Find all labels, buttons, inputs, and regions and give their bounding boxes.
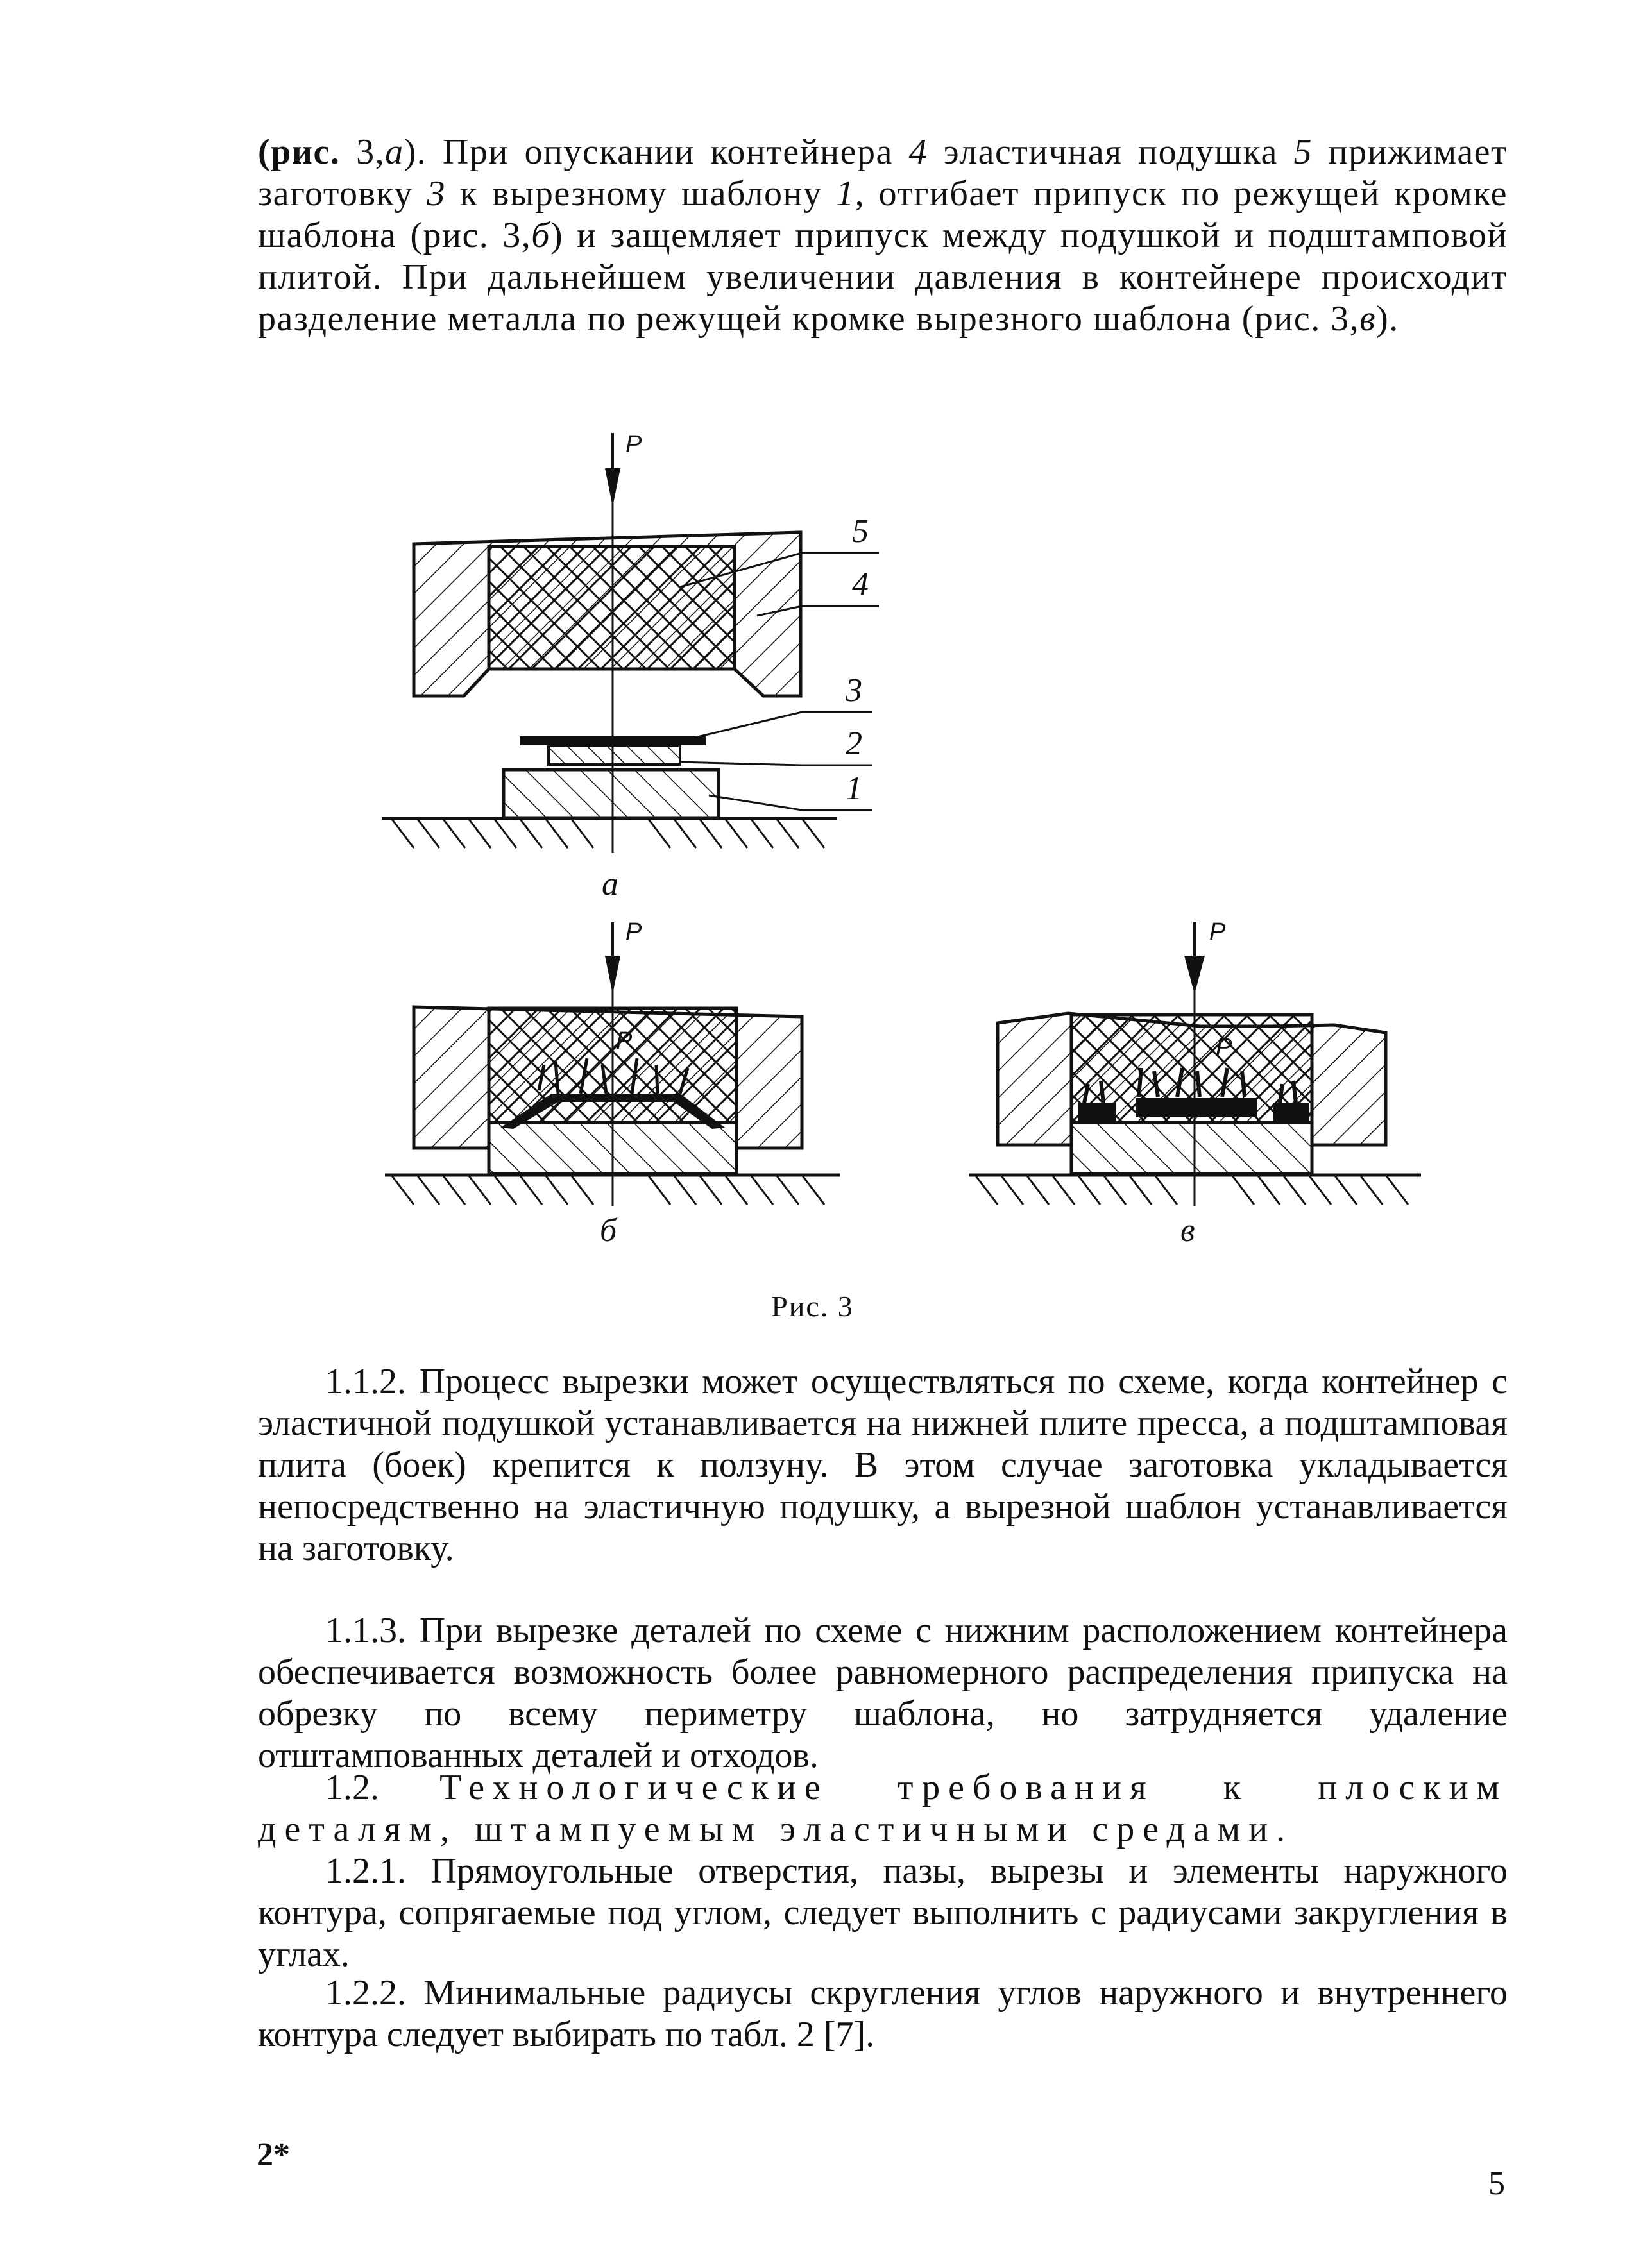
die-plate-v xyxy=(1071,1122,1312,1174)
paragraph-1-1-2: 1.1.2. Процесс вырезки может осуществляться по схеме, когда контейнер с эластичной подушкой устанавливается на нижней плите пресса, а подштамповая плита (боек) крепится к ползуну. В этом случае заготовка укладывается непосредственно на эластичную подушку, а вырезной шаблон устанавливается на заготовку. xyxy=(258,1362,1508,1568)
subfigure-b-label: б xyxy=(600,1212,617,1249)
intro-text-3: эластичная подушка xyxy=(928,132,1294,172)
printer-signature: 2* xyxy=(257,2137,290,2173)
force-label-a: P xyxy=(625,431,642,458)
base-hatch-v xyxy=(975,1175,1408,1205)
callout-4: 4 xyxy=(852,566,869,603)
num-4: 4 xyxy=(908,132,928,172)
figure-caption: Рис. 3 xyxy=(771,1290,854,1323)
pressure-label-b: P xyxy=(616,1028,633,1054)
cut-blank-v xyxy=(1136,1098,1257,1117)
num-1: 1 xyxy=(836,174,855,214)
force-arrowhead-a xyxy=(605,468,620,507)
force-label-v: P xyxy=(1209,918,1226,945)
pressure-label-v: P xyxy=(1216,1034,1232,1061)
subfigure-v xyxy=(969,918,1421,1249)
force-arrowhead-b xyxy=(605,956,620,994)
intro-text-6: , отгибает припуск по режущей кромке шаблона (рис. 3, xyxy=(258,174,1508,255)
force-arrowhead-v xyxy=(1184,956,1205,994)
intro-text-4: прижимает заготовку xyxy=(258,132,1508,214)
die-plate xyxy=(504,770,719,818)
subfigure-v-label: в xyxy=(1180,1212,1195,1249)
intro-text-2: ). При опускании контейнера xyxy=(404,132,909,172)
paragraph-1-2-1: 1.2.1. Прямоугольные отверстия, пазы, вырезы и элементы наружного контура, сопрягаемые под углом, следует выполнить с радиусами закругления в углах. xyxy=(258,1851,1508,1974)
callout-1: 1 xyxy=(846,770,862,807)
section-heading-1-2 xyxy=(258,1767,1508,1850)
intro-text-5: к вырезному шаблону xyxy=(445,174,837,214)
intro-text-1: 3, xyxy=(340,132,386,172)
force-label-b: P xyxy=(625,918,642,945)
intro-prefix: (рис. xyxy=(258,132,341,172)
ref-v: в xyxy=(1359,299,1377,339)
paragraph-1-2-2: 1.2.2. Минимальные радиусы скругления углов наружного и внутреннего контура следует выбирать по табл. 2 [7]. xyxy=(258,1973,1508,2054)
paragraph-1-1-3: 1.1.3. При вырезке деталей по схеме с нижним расположением контейнера обеспечивается возможность более равномерного распределения припуска на обрезку по всему периметру шаблона, но затрудняется удаление отштампованных деталей и отходов. xyxy=(258,1611,1508,1775)
ref-a: а xyxy=(385,132,404,172)
section-number: 1.2. xyxy=(325,1768,379,1807)
intro-text-8: ). xyxy=(1376,299,1399,339)
base-hatch-a xyxy=(391,818,824,848)
callout-2: 2 xyxy=(846,725,862,762)
ref-b: б xyxy=(531,216,550,255)
num-5: 5 xyxy=(1293,132,1313,172)
subfigure-b xyxy=(385,918,840,1249)
base-hatch-b xyxy=(391,1175,824,1205)
num-3: 3 xyxy=(427,174,446,214)
page-number: 5 xyxy=(1488,2165,1505,2202)
cutting-template xyxy=(549,745,680,765)
intro-text-7: ) и защемляет припуск между подушкой и подштамповой плитой. При дальнейшем увеличении давления в контейнере происходит разделение металла по режущей кромке вырезного шаблона (рис. 3, xyxy=(258,216,1508,339)
callout-3: 3 xyxy=(846,672,862,709)
callout-5: 5 xyxy=(852,513,869,550)
section-title: Технологические требования к плоским деталям, штампуемым эластичными средами. xyxy=(258,1768,1508,1849)
subfigure-a xyxy=(382,431,879,902)
subfigure-a-label: а xyxy=(602,866,618,902)
